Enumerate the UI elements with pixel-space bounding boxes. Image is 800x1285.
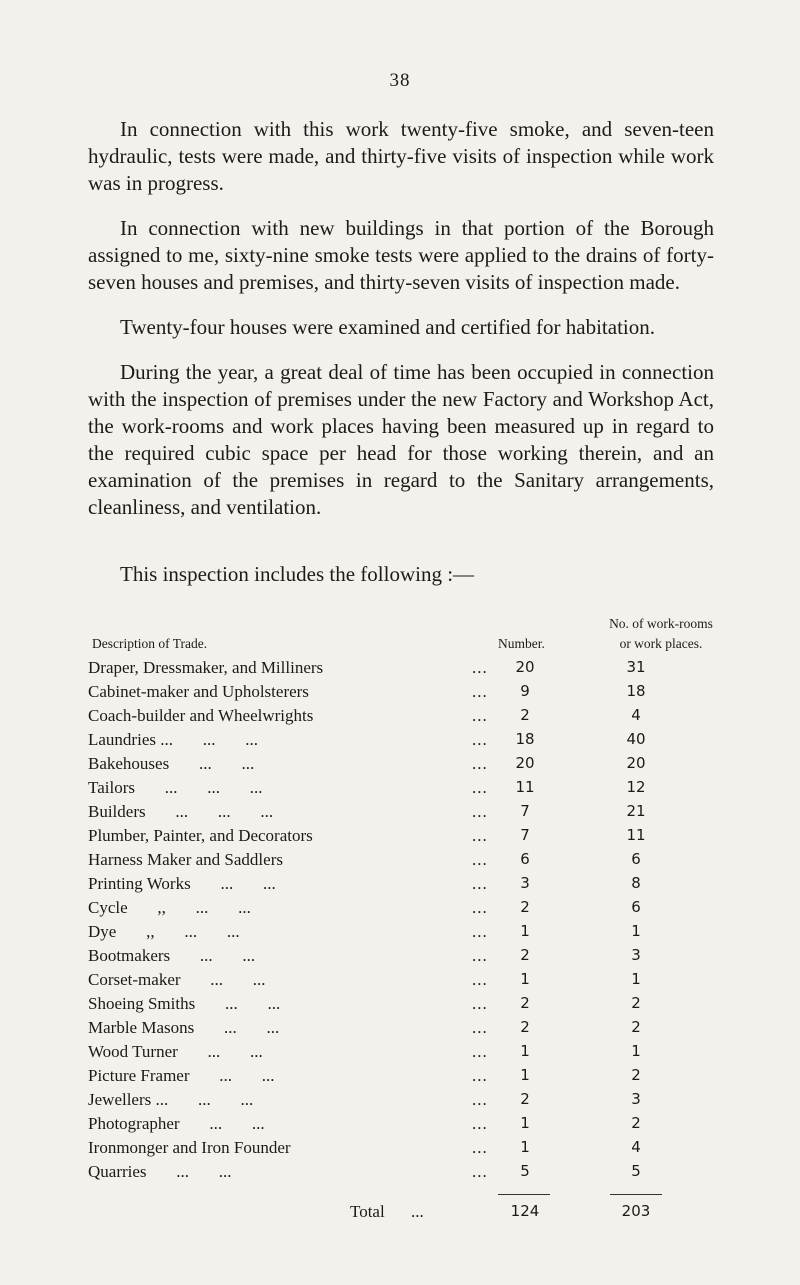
header-number: Number.	[498, 636, 545, 651]
trade-number: 6	[520, 850, 530, 868]
total-rules	[86, 1186, 726, 1202]
trade-number: 11	[515, 778, 535, 796]
trade-name: Cycle ,, ... ...	[88, 898, 251, 917]
trade-work-rooms: 3	[631, 946, 641, 964]
trade-number: 20	[515, 754, 535, 772]
header-work-line1: No. of work-rooms	[609, 616, 713, 631]
trade-number: 1	[520, 1066, 530, 1084]
trade-name: Cabinet-maker and Upholsterers	[88, 682, 309, 701]
work-total-rule	[610, 1194, 662, 1195]
trade-work-rooms: 2	[631, 1114, 641, 1132]
table-header	[86, 608, 726, 658]
table-row	[86, 850, 726, 874]
trade-table	[86, 608, 726, 1228]
leader-dots: ...	[472, 682, 488, 701]
table-row	[86, 802, 726, 826]
trade-number: 1	[520, 1138, 530, 1156]
trade-number: 18	[515, 730, 535, 748]
trade-work-rooms: 1	[631, 922, 641, 940]
leader-dots: ...	[472, 778, 488, 797]
table-row	[86, 1066, 726, 1090]
body-text	[88, 116, 714, 539]
trade-name: Picture Framer ... ...	[88, 1066, 275, 1085]
table-row	[86, 1138, 726, 1162]
table-row	[86, 874, 726, 898]
paragraph-2: In connection with new buildings in that portion of the Borough assigned to me, sixty-nine smoke tests were applied to the drains of forty-seven houses and premises, and thirty-seven visits of inspection made.	[88, 216, 714, 294]
trade-number: 2	[520, 1018, 530, 1036]
trade-name: Dye ,, ... ...	[88, 922, 240, 941]
trade-number: 1	[520, 1042, 530, 1060]
total-label: Total	[350, 1202, 385, 1221]
trade-work-rooms: 6	[631, 898, 641, 916]
trade-work-rooms: 4	[631, 706, 641, 724]
trade-work-rooms: 1	[631, 1042, 641, 1060]
leader-dots: ...	[472, 970, 488, 989]
table-row	[86, 826, 726, 850]
leader-dots: ...	[472, 658, 488, 677]
table-intro: This inspection includes the following :—	[120, 562, 475, 586]
trade-number: 20	[515, 658, 535, 676]
table-row	[86, 706, 726, 730]
trade-work-rooms: 1	[631, 970, 641, 988]
trade-work-rooms: 12	[626, 778, 646, 796]
trade-name: Shoeing Smiths ... ...	[88, 994, 281, 1013]
table-row	[86, 754, 726, 778]
table-row	[86, 1042, 726, 1066]
header-description: Description of Trade.	[92, 636, 208, 651]
trade-number: 7	[520, 826, 530, 844]
trade-work-rooms: 8	[631, 874, 641, 892]
trade-name: Builders ... ... ...	[88, 802, 274, 821]
total-number: 124	[510, 1202, 540, 1220]
trade-work-rooms: 6	[631, 850, 641, 868]
trade-name: Plumber, Painter, and Decorators	[88, 826, 313, 845]
trade-name: Draper, Dressmaker, and Milliners	[88, 658, 324, 677]
trade-number: 2	[520, 898, 530, 916]
trade-number: 2	[520, 946, 530, 964]
trade-work-rooms: 4	[631, 1138, 641, 1156]
table-row	[86, 730, 726, 754]
trade-name: Printing Works ... ...	[88, 874, 276, 893]
header-work-line2: or work places.	[619, 636, 703, 651]
trade-work-rooms: 21	[626, 802, 646, 820]
trade-name: Wood Turner ... ...	[88, 1042, 263, 1061]
leader-dots: ...	[472, 1018, 488, 1037]
leader-dots: ...	[472, 754, 488, 773]
paragraph-1: In connection with this work twenty-five smoke, and seven-teen hydraulic, tests were made, and thirty-five visits of inspection while work was in progress.	[88, 117, 714, 195]
table-row	[86, 994, 726, 1018]
trade-name: Photographer ... ...	[88, 1114, 265, 1133]
trade-work-rooms: 2	[631, 1018, 641, 1036]
leader-dots: ...	[472, 1162, 488, 1181]
trade-name: Bootmakers ... ...	[88, 946, 256, 965]
leader-dots: ...	[472, 1066, 488, 1085]
table-row	[86, 1114, 726, 1138]
page-number: 38	[389, 70, 411, 91]
trade-work-rooms: 2	[631, 1066, 641, 1084]
trade-number: 1	[520, 970, 530, 988]
trade-number: 7	[520, 802, 530, 820]
table-row	[86, 1018, 726, 1042]
trade-number: 2	[520, 1090, 530, 1108]
table-row	[86, 1162, 726, 1186]
trade-name: Ironmonger and Iron Founder	[88, 1138, 291, 1157]
leader-dots: ...	[472, 730, 488, 749]
trade-number: 2	[520, 706, 530, 724]
table-row	[86, 682, 726, 706]
leader-dots: ...	[472, 1138, 488, 1157]
leader-dots: ...	[472, 1042, 488, 1061]
table-row	[86, 946, 726, 970]
table-row	[86, 922, 726, 946]
trade-work-rooms: 5	[631, 1162, 641, 1180]
leader-dots: ...	[472, 706, 488, 725]
leader-dots: ...	[472, 898, 488, 917]
total-dots: ...	[411, 1202, 424, 1221]
leader-dots: ...	[472, 994, 488, 1013]
trade-number: 9	[520, 682, 530, 700]
trade-number: 2	[520, 994, 530, 1012]
leader-dots: ...	[472, 826, 488, 845]
table-row	[86, 1090, 726, 1114]
trade-work-rooms: 20	[626, 754, 646, 772]
trade-name: Tailors ... ... ...	[88, 778, 263, 797]
paragraph-4: During the year, a great deal of time has been occupied in connection with the inspection of premises under the new Factory and Workshop Act, the work-rooms and work places having been measured up in regard to the required cubic space per head for those working therein, and an examination of the premises in regard to the Sanitary arrangements, cleanliness, and ventilation.	[88, 360, 714, 519]
trade-work-rooms: 31	[626, 658, 646, 676]
trade-number: 3	[520, 874, 530, 892]
trade-name: Quarries ... ...	[88, 1162, 232, 1181]
trade-name: Coach-builder and Wheelwrights	[88, 706, 314, 725]
number-total-rule	[498, 1194, 550, 1195]
leader-dots: ...	[472, 1114, 488, 1133]
table-row	[86, 778, 726, 802]
table-row	[86, 970, 726, 994]
trade-work-rooms: 2	[631, 994, 641, 1012]
trade-work-rooms: 3	[631, 1090, 641, 1108]
trade-name: Corset-maker ... ...	[88, 970, 266, 989]
leader-dots: ...	[472, 1090, 488, 1109]
trade-work-rooms: 11	[626, 826, 646, 844]
trade-number: 5	[520, 1162, 530, 1180]
leader-dots: ...	[472, 850, 488, 869]
leader-dots: ...	[472, 802, 488, 821]
trade-name: Bakehouses ... ...	[88, 754, 255, 773]
leader-dots: ...	[472, 946, 488, 965]
trade-number: 1	[520, 1114, 530, 1132]
paragraph-3: Twenty-four houses were examined and certified for habitation.	[120, 315, 655, 339]
trade-work-rooms: 18	[626, 682, 646, 700]
trade-work-rooms: 40	[626, 730, 646, 748]
leader-dots: ...	[472, 874, 488, 893]
trade-number: 1	[520, 922, 530, 940]
total-work: 203	[621, 1202, 651, 1220]
table-body	[86, 658, 726, 1186]
trade-name: Jewellers ... ... ...	[88, 1090, 254, 1109]
trade-name: Marble Masons ... ...	[88, 1018, 280, 1037]
trade-name: Harness Maker and Saddlers	[88, 850, 283, 869]
table-row	[86, 898, 726, 922]
leader-dots: ...	[472, 922, 488, 941]
trade-name: Laundries ... ... ...	[88, 730, 258, 749]
table-row	[86, 658, 726, 682]
total-row	[86, 1202, 726, 1228]
